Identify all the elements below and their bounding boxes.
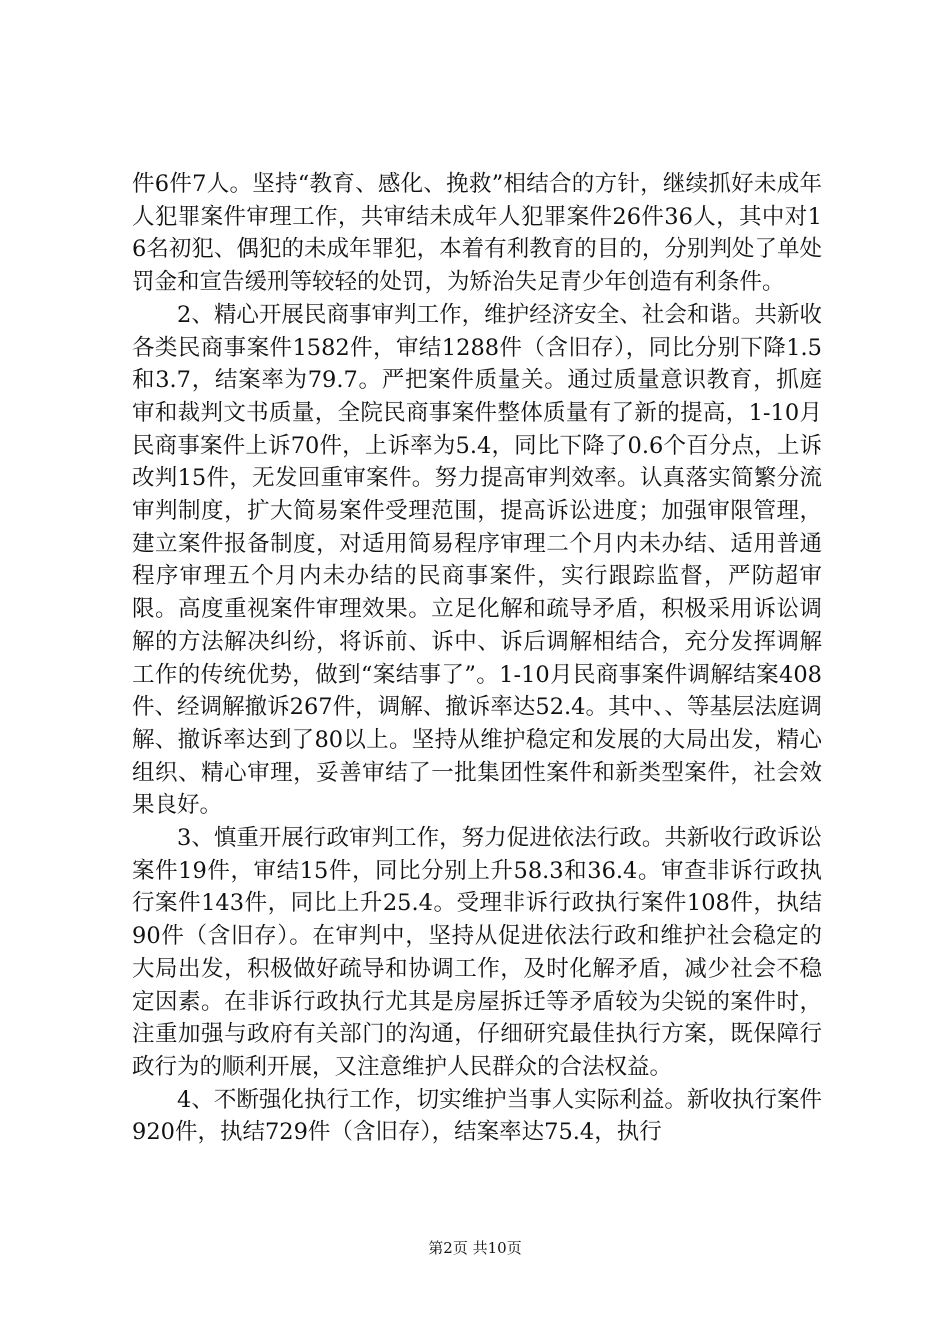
page-number-footer: 第2页 共10页 xyxy=(428,1239,522,1257)
paragraph-4: 4、不断强化执行工作，切实维护当事人实际利益。新收执行案件920件，执结729件（含旧存），结案率达75.4，执行 xyxy=(132,1086,822,1146)
paragraph-3: 3、慎重开展行政审判工作，努力促进依法行政。共新收行政诉讼案件19件，审结15件，同比分别上升58.3和36.4。审查非诉行政执行案件143件，同比上升25.4。受理非诉行政执行案件108件，执结90件（含旧存）。在审判中，坚持从促进依法行政和维护社会稳定的大局出发，积极做好疏导和协调工作，及时化解矛盾，减少社会不稳定因素。在非诉行政执行尤其是房屋拆迁等矛盾较为尖锐的案件时，注重加强与政府有关部门的沟通，仔细研究最佳执行方案，既保障行政行为的顺利开展，又注意维护人民群众的合法权益。 xyxy=(132,825,822,1080)
paragraph-2: 2、精心开展民商事审判工作，维护经济安全、社会和谐。共新收各类民商事案件1582件，审结1288件（含旧存），同比分别下降1.5和3.7，结案率为79.7。严把案件质量关。通过质量意识教育，抓庭审和裁判文书质量，全院民商事案件整体质量有了新的提高，1-10月民商事案件上诉70件，上诉率为5.4，同比下降了0.6个百分点，上诉改判15件，无发回重审案件。努力提高审判效率。认真落实简繁分流审判制度，扩大简易案件受理范围，提高诉讼进度；加强审限管理，建立案件报备制度，对适用简易程序审理二个月内未办结、适用普通程序审理五个月内未办结的民商事案件，实行跟踪监督，严防超审限。高度重视案件审理效果。立足化解和疏导矛盾，积极采用诉讼调解的方法解决纠纷，将诉前、诉中、诉后调解相结合，充分发挥调解工作的传统优势，做到“案结事了”。1-10月民商事案件调解结案408件、经调解撤诉267件，调解、撤诉率达52.4。其中、、等基层法庭调解、撤诉率达到了80以上。坚持从维护稳定和发展的大局出发，精心组织、精心审理，妥善审结了一批集团性案件和新类型案件，社会效果良好。 xyxy=(132,301,822,819)
document-body xyxy=(132,168,822,1149)
paragraph-1: 件6件7人。坚持“教育、感化、挽救”相结合的方针，继续抓好未成年人犯罪案件审理工作，共审结未成年人犯罪案件26件36人，其中对16名初犯、偶犯的未成年罪犯，本着有利教育的目的，分别判处了单处罚金和宣告缓刑等较轻的处罚，为矫治失足青少年创造有利条件。 xyxy=(132,171,822,296)
